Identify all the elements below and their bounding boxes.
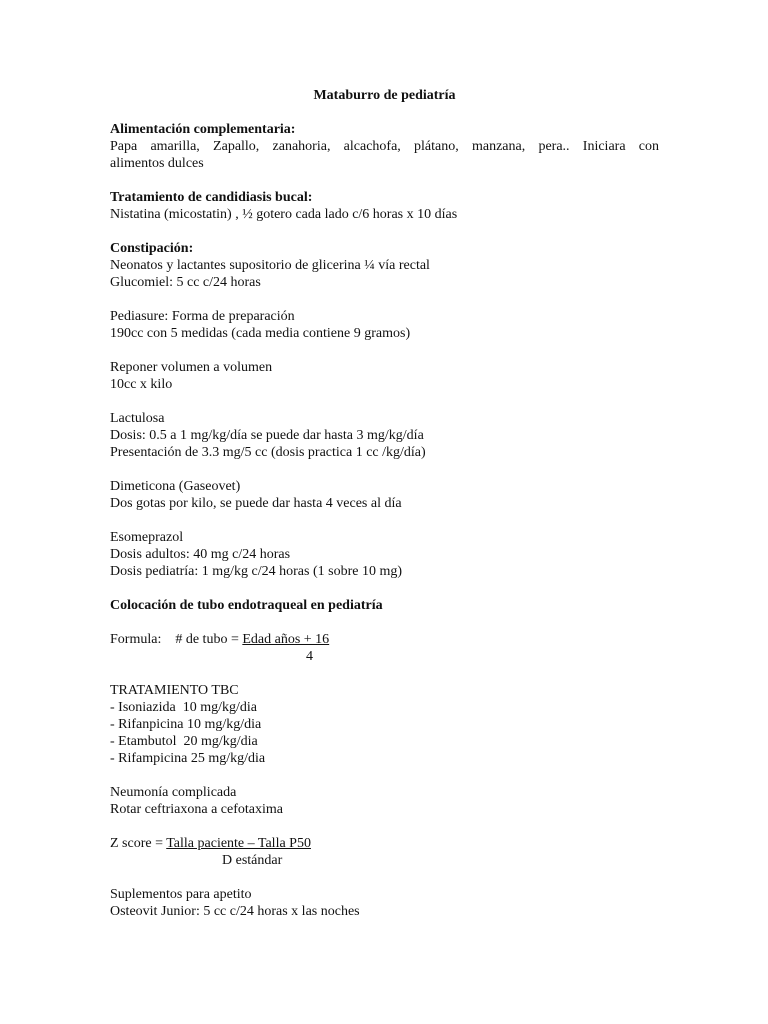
- section-text: Nistatina (micostatin) , ½ gotero cada lado c/6 horas x 10 días: [110, 207, 458, 222]
- section-reponer: [110, 359, 659, 393]
- section-heading: Tratamiento de candidiasis bucal:: [110, 190, 313, 205]
- section-text: Lactulosa: [110, 411, 165, 426]
- section-text: Dosis pediatría: 1 mg/kg c/24 horas (1 sobre 10 mg): [110, 564, 403, 579]
- section-tubo: [110, 597, 659, 614]
- list-item: - Etambutol 20 mg/kg/dia: [110, 734, 258, 749]
- section-heading: Colocación de tubo endotraqueal en pediatría: [110, 598, 383, 613]
- section-text: Dosis: 0.5 a 1 mg/kg/día se puede dar hasta 3 mg/kg/día: [110, 428, 424, 443]
- document-title: Mataburro de pediatría: [313, 88, 456, 103]
- section-text: alimentos dulces: [110, 156, 204, 171]
- formula-numerator: Edad años + 16: [242, 632, 330, 647]
- formula-denominator: D estándar: [222, 853, 283, 868]
- section-lactulosa: [110, 410, 659, 461]
- formula-zscore: [110, 835, 659, 869]
- section-text: Reponer volumen a volumen: [110, 360, 273, 375]
- section-text: Esomeprazol: [110, 530, 184, 545]
- section-neumonia: [110, 784, 659, 818]
- section-pediasure: [110, 308, 659, 342]
- section-text: Neonatos y lactantes supositorio de glicerina ¼ vía rectal: [110, 258, 430, 273]
- section-constipacion: [110, 240, 659, 291]
- formula-lhs: # de tubo =: [175, 632, 243, 647]
- section-text: Rotar ceftriaxona a cefotaxima: [110, 802, 283, 817]
- document-page: [110, 87, 659, 937]
- section-text: Presentación de 3.3 mg/5 cc (dosis practica 1 cc /kg/día): [110, 445, 426, 460]
- section-text: Dos gotas por kilo, se puede dar hasta 4 veces al día: [110, 496, 402, 511]
- section-heading: TRATAMIENTO TBC: [110, 683, 239, 698]
- section-text: 190cc con 5 medidas (cada media contiene 9 gramos): [110, 326, 411, 341]
- section-heading: Constipación:: [110, 241, 194, 256]
- section-text: Papa amarilla, Zapallo, zanahoria, alcachofa, plátano, manzana, pera.. Iniciara con: [110, 139, 659, 154]
- section-suplementos: [110, 886, 659, 920]
- list-item: - Isoniazida 10 mg/kg/dia: [110, 700, 257, 715]
- formula-label: Formula:: [110, 632, 162, 647]
- section-text: Neumonía complicada: [110, 785, 237, 800]
- list-item: - Rifampicina 25 mg/kg/dia: [110, 751, 266, 766]
- section-text: Dimeticona (Gaseovet): [110, 479, 241, 494]
- section-dimeticona: [110, 478, 659, 512]
- formula-lhs: Z score =: [110, 836, 167, 851]
- section-heading: Alimentación complementaria:: [110, 122, 296, 137]
- section-candidiasis: [110, 189, 659, 223]
- section-text: Suplementos para apetito: [110, 887, 252, 902]
- formula-denominator: 4: [306, 649, 313, 664]
- formula-tubo: [110, 631, 659, 665]
- section-tbc: [110, 682, 659, 767]
- section-esomeprazol: [110, 529, 659, 580]
- formula-line: [110, 835, 659, 852]
- list-item: - Rifanpicina 10 mg/kg/dia: [110, 717, 262, 732]
- section-text: Osteovit Junior: 5 cc c/24 horas x las noches: [110, 904, 360, 919]
- section-text: Pediasure: Forma de preparación: [110, 309, 295, 324]
- section-text: 10cc x kilo: [110, 377, 173, 392]
- section-text: Dosis adultos: 40 mg c/24 horas: [110, 547, 291, 562]
- section-alimentacion: [110, 121, 659, 172]
- formula-line: [110, 631, 659, 648]
- section-text: Glucomiel: 5 cc c/24 horas: [110, 275, 261, 290]
- formula-numerator: Talla paciente – Talla P50: [166, 836, 311, 851]
